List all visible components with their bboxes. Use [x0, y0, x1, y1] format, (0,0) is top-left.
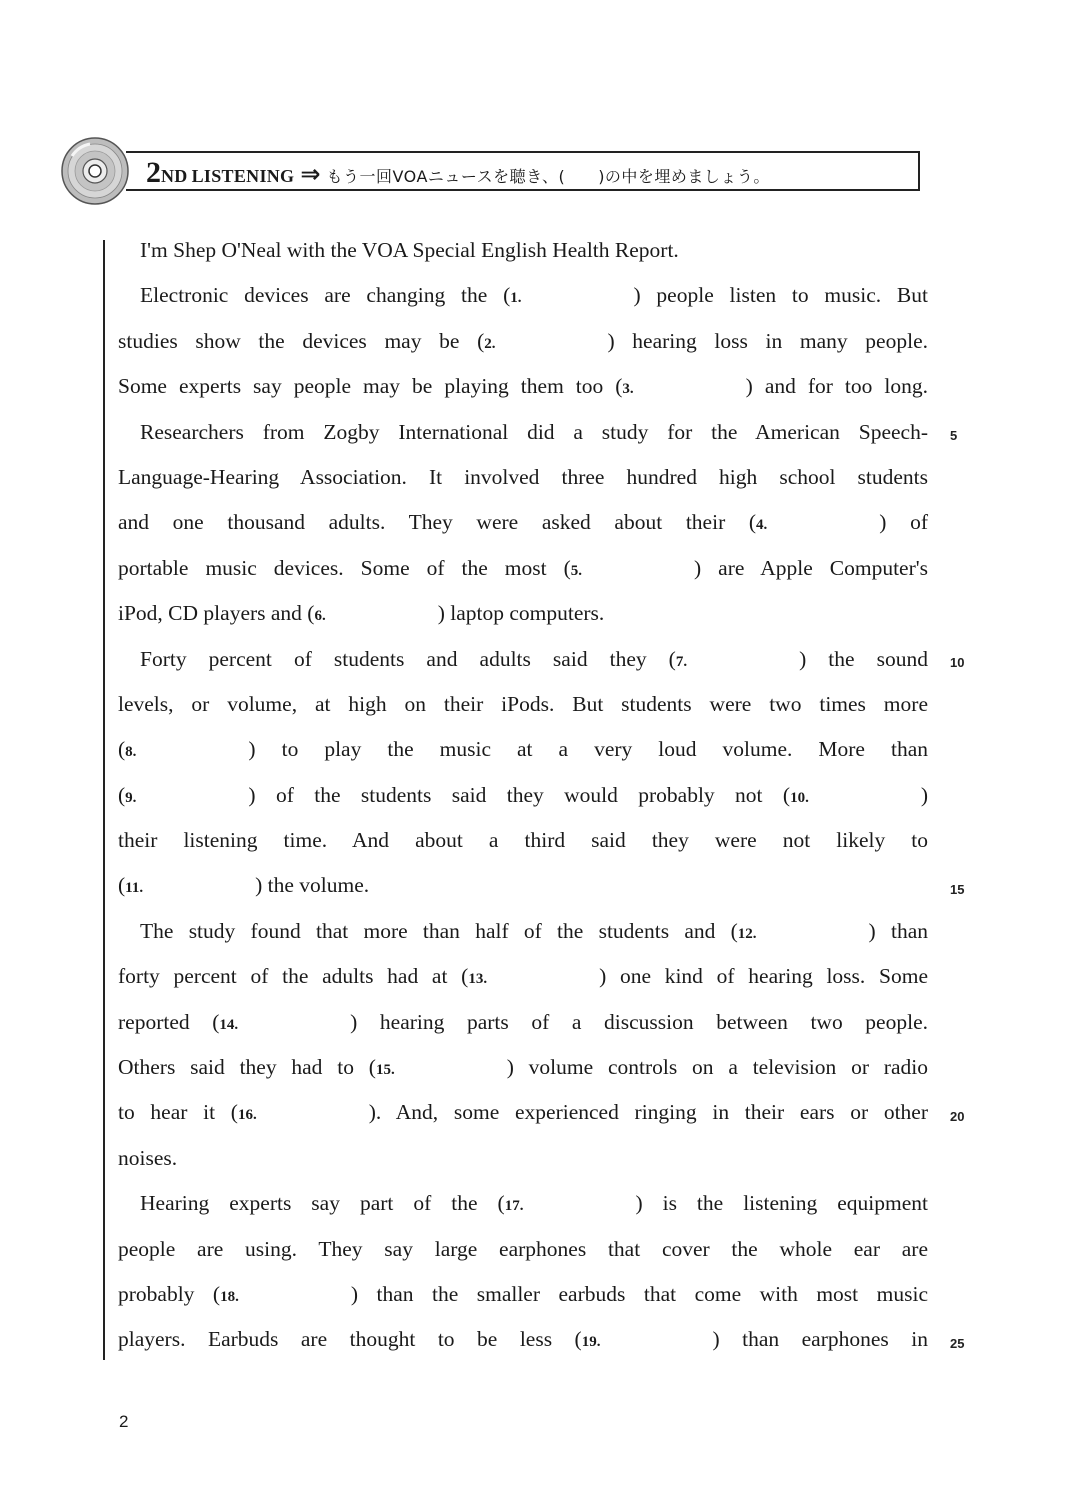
line-number-20: 20 — [950, 1109, 965, 1124]
body-line-8: portable music devices. Some of the most (5. ) are Apple Computer's — [118, 555, 929, 580]
arrow-icon: ⇒ — [300, 160, 321, 188]
body-line-9: iPod, CD players and (6. ) laptop computers. — [118, 601, 605, 626]
line-number-5: 5 — [950, 428, 958, 443]
body-line-20: to hear it (16. ). And, some experienced ringing in their ears or other — [118, 1100, 929, 1125]
line-number-15: 15 — [950, 882, 965, 897]
body-line-13: (9. ) of the students said they would probably not (10. ) — [118, 782, 928, 807]
body-line-11: levels, or volume, at high on their iPods. But students were two times more — [118, 691, 928, 716]
body-line-23: people are using. They say large earphones that cover the whole ear are — [118, 1236, 928, 1261]
section-header — [60, 128, 930, 200]
body-line-4: Some experts say people may be playing them too (3. ) and for too long. — [118, 374, 929, 399]
section-banner — [126, 151, 920, 191]
body-line-15: (11. ) the volume. — [118, 873, 370, 898]
body-line-19: Others said they had to (15. ) volume controls on a television or radio — [118, 1055, 928, 1080]
instruction-text: もう一回VOAニュースを聴き、( )の中を埋めましょう。 — [326, 167, 770, 186]
body-line-3: studies show the devices may be (2. ) hearing loss in many people. — [118, 328, 928, 353]
body-line-7: and one thousand adults. They were asked about their (4. ) of — [118, 510, 928, 535]
body-line-14: their listening time. And about a third said they were not likely to — [118, 828, 928, 853]
body-line-16: The study found that more than half of the students and (12. ) than — [140, 918, 928, 943]
cd-disc-icon — [60, 136, 130, 206]
body-line-17: forty percent of the adults had at (13. ) one kind of hearing loss. Some — [118, 964, 928, 989]
body-line-18: reported (14. ) hearing parts of a discussion between two people. — [118, 1009, 928, 1034]
listening-word: LISTENING — [191, 166, 295, 186]
ordinal-number: 2 — [146, 156, 161, 189]
body-line-22: Hearing experts say part of the (17. ) is the listening equipment — [140, 1191, 928, 1216]
margin-rule — [103, 240, 105, 1360]
body-line-24: probably (18. ) than the smaller earbuds that come with most music — [118, 1281, 928, 1306]
page-number: 2 — [119, 1412, 129, 1431]
body-line-5: Researchers from Zogby International did a study for the American Speech- — [140, 419, 928, 444]
line-number-10: 10 — [950, 655, 965, 670]
body-line-12: (8. ) to play the music at a very loud volume. More than — [118, 737, 928, 762]
line-number-25: 25 — [950, 1336, 965, 1351]
passage-body — [118, 228, 928, 1363]
ordinal-suffix: ND — [161, 166, 188, 186]
body-line-21: noises. — [118, 1145, 178, 1170]
body-line-10: Forty percent of students and adults said they (7. ) the sound — [140, 646, 928, 671]
body-line-6: Language-Hearing Association. It involved three hundred high school students — [118, 464, 928, 489]
body-line-25: players. Earbuds are thought to be less (19. ) than earphones in — [118, 1327, 928, 1352]
body-line-2: Electronic devices are changing the (1. ) people listen to music. But — [140, 283, 928, 308]
body-line-1: I'm Shep O'Neal with the VOA Special English Health Report. — [140, 238, 679, 262]
